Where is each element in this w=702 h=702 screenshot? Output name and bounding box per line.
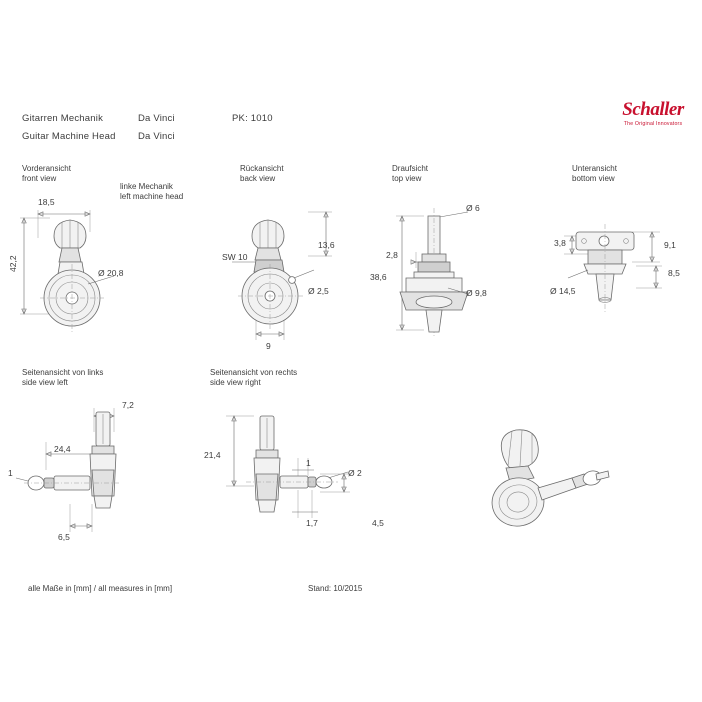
dim-right-diameter-2: Ø 2 (348, 468, 362, 478)
dim-right-1: 1 (306, 458, 311, 468)
dim-bottom-8-5: 8,5 (668, 268, 680, 278)
brand-tagline: The Original Innovators (623, 121, 683, 127)
dim-bottom-9-1: 9,1 (664, 240, 676, 250)
perspective-view-drawing (466, 416, 626, 556)
brand-name: Schaller (622, 99, 684, 120)
view-label-top: Draufsicht top view (392, 164, 429, 183)
side-view-right-drawing (202, 392, 402, 552)
side-view-left-drawing (10, 392, 200, 552)
view-label-side-right: Seitenansicht von rechts side view right (210, 368, 298, 387)
footer-date: Stand: 10/2015 (308, 584, 363, 593)
schaller-logo (622, 100, 684, 127)
view-label-front: Vorderansicht front view (22, 164, 71, 183)
dim-top-diameter-6: Ø 6 (466, 203, 480, 213)
footer-units: alle Maße in [mm] / all measures in [mm] (28, 584, 173, 593)
dim-top-diameter-9-8: Ø 9,8 (466, 288, 487, 298)
dim-left-6-5: 6,5 (58, 532, 70, 542)
dim-right-4-5: 4,5 (372, 518, 384, 528)
view-label-side-left: Seitenansicht von links side view left (22, 368, 104, 387)
header-model-en: Da Vinci (138, 131, 175, 142)
dim-top-38-6: 38,6 (370, 272, 387, 282)
view-label-bottom: Unteransicht bottom view (572, 164, 617, 183)
header-title-en: Guitar Machine Head (22, 131, 116, 142)
dim-top-2-8: 2,8 (386, 250, 398, 260)
dim-right-21-4: 21,4 (204, 450, 221, 460)
dim-left-7-2: 7,2 (122, 400, 134, 410)
dim-back-diameter-2-5: Ø 2,5 (308, 286, 329, 296)
dim-back-9: 9 (266, 341, 271, 351)
header-part-number: PK: 1010 (232, 113, 273, 124)
dim-back-13-6: 13,6 (318, 240, 335, 250)
dim-back-sw-10: SW 10 (222, 252, 248, 262)
dim-front-diameter-20-8: Ø 20,8 (98, 268, 124, 278)
view-label-back: Rückansicht back view (240, 164, 284, 183)
dim-right-1-7: 1,7 (306, 518, 318, 528)
dim-left-1: 1 (8, 468, 13, 478)
top-view-drawing (372, 190, 552, 350)
dim-front-42-2: 42,2 (8, 255, 18, 272)
dim-left-24-4: 24,4 (54, 444, 71, 454)
dim-bottom-3-8: 3,8 (554, 238, 566, 248)
view-label-left-machine-head: linke Mechanik left machine head (120, 182, 184, 201)
dim-bottom-diameter-14-5: Ø 14,5 (550, 286, 576, 296)
header-model-de: Da Vinci (138, 113, 175, 124)
header-title-de: Gitarren Mechanik (22, 113, 104, 124)
dim-front-18-5: 18,5 (38, 197, 55, 207)
